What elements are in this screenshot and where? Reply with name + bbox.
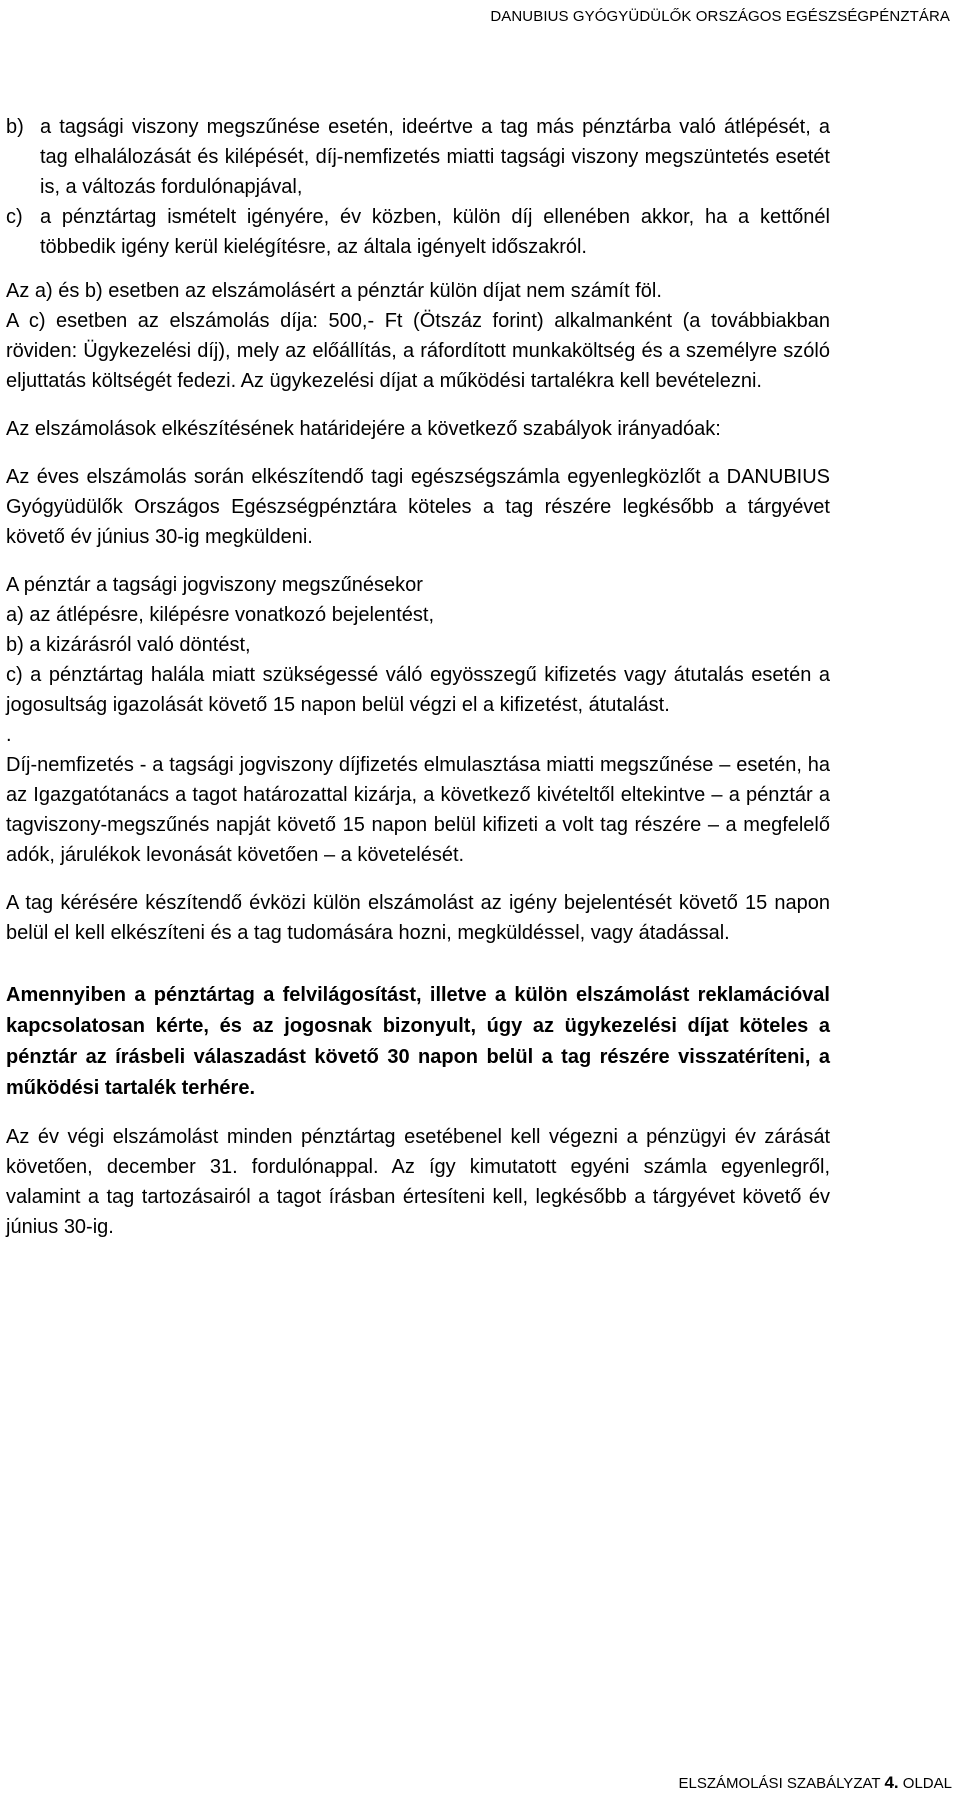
paragraph-fee-c: A c) esetben az elszámolás díja: 500,- Ft (Ötszáz forint) alkalmanként (a továbbiakban röviden: Ügykezelési díj), mely az előállítás, a ráfordított munkaköltség és a személyre szóló eljuttatás költségét fedezi. Az ügykezelési díjat a működési tartalékra kell bevételezni. bbox=[6, 310, 830, 392]
page-number: 4. bbox=[884, 1773, 899, 1792]
footer-title: ELSZÁMOLÁSI SZABÁLYZAT bbox=[678, 1775, 881, 1792]
paragraph-interim-request: A tag kérésére készítendő évközi külön elszámolást az igény bejelentését követő 15 napon belül el kell elkészíteni és a tag tudomására hozni, megküldéssel, vagy átadással. bbox=[6, 892, 830, 944]
termination-item-a: a) az átlépésre, kilépésre vonatkozó bejelentést, bbox=[6, 604, 435, 626]
paragraph-fee-intro: Az a) és b) esetben az elszámolásért a pénztár külön díjat nem számít föl. bbox=[6, 280, 662, 302]
paragraph-complaint-refund: Amennyiben a pénztártag a felvilágosítást, illetve a külön elszámolást reklamációval kapcsolatosan kérte, és az jogosnak bizonyult, úgy az ügykezelési díjat köteles a pénztár az írásbeli válaszadást követő 30 napon belül a tag részére visszatéríteni, a működési tartalék terhére. bbox=[6, 984, 830, 1099]
list-marker-c: c) bbox=[6, 206, 23, 228]
list-item-c bbox=[6, 202, 830, 262]
termination-item-c: c) a pénztártag halála miatt szükségessé váló egyösszegű kifizetés vagy átutalás esetén a jogosultság igazolását követő 15 napon belül végzi el a kifizetést, átutalást. bbox=[6, 664, 830, 716]
paragraph-year-end: Az év végi elszámolást minden pénztártag esetébenel kell végezni a pénzügyi év zárását követően, december 31. fordulónappal. Az így kimutatott egyéni számla egyenlegről, valamint a tag tartozásairól a tagot írásban értesíteni kell, legkésőbb a tárgyévet követő év június 30-ig. bbox=[6, 1126, 830, 1238]
running-footer bbox=[679, 1773, 952, 1793]
paragraph-deadlines: Az elszámolások elkészítésének határidejére a következő szabályok irányadóak: bbox=[6, 418, 721, 440]
document-body bbox=[6, 112, 830, 1242]
paragraph-annual-statement: Az éves elszámolás során elkészítendő tagi egészségszámla egyenlegközlőt a DANUBIUS Gyógyüdülők Országos Egészségpénztára köteles a tag részére legkésőbb a tárgyévet követő év június 30-ig megküldeni. bbox=[6, 466, 830, 548]
footer-suffix: OLDAL bbox=[902, 1775, 952, 1792]
settlement-cases-list bbox=[6, 112, 830, 262]
termination-section bbox=[6, 570, 830, 750]
list-text-b: a tagsági viszony megszűnése esetén, ideértve a tag más pénztárba való átlépését, a tag elhalálozását és kilépését, díj-nemfizetés miatti tagsági viszony megszüntetés esetét is, a változás fordulónapjával, bbox=[40, 116, 830, 198]
list-text-c: a pénztártag ismételt igényére, év közben, külön díj ellenében akkor, ha a kettőnél többedik igény kerül kielégítésre, az általa igényelt időszakról. bbox=[40, 206, 830, 258]
running-header: DANUBIUS GYÓGYÜDÜLŐK ORSZÁGOS EGÉSZSÉGPÉNZTÁRA bbox=[490, 8, 950, 25]
list-marker-b: b) bbox=[6, 116, 24, 138]
termination-item-b: b) a kizárásról való döntést, bbox=[6, 634, 251, 656]
paragraph-nonpayment: Díj-nemfizetés - a tagsági jogviszony díjfizetés elmulasztása miatti megszűnése – esetén, ha az Igazgatótanács a tagot határozattal kizárja, a következő kivételtől eltekintve – a pénztár a tagviszony-megszűnés napját követő 15 napon belül kifizeti a volt tag részére – a megfelelő adók, járulékok levonását követően – a követelését. bbox=[6, 754, 830, 866]
termination-intro: A pénztár a tagsági jogviszony megszűnésekor bbox=[6, 574, 423, 596]
termination-dot: . bbox=[6, 724, 12, 746]
list-item-b bbox=[6, 112, 830, 202]
